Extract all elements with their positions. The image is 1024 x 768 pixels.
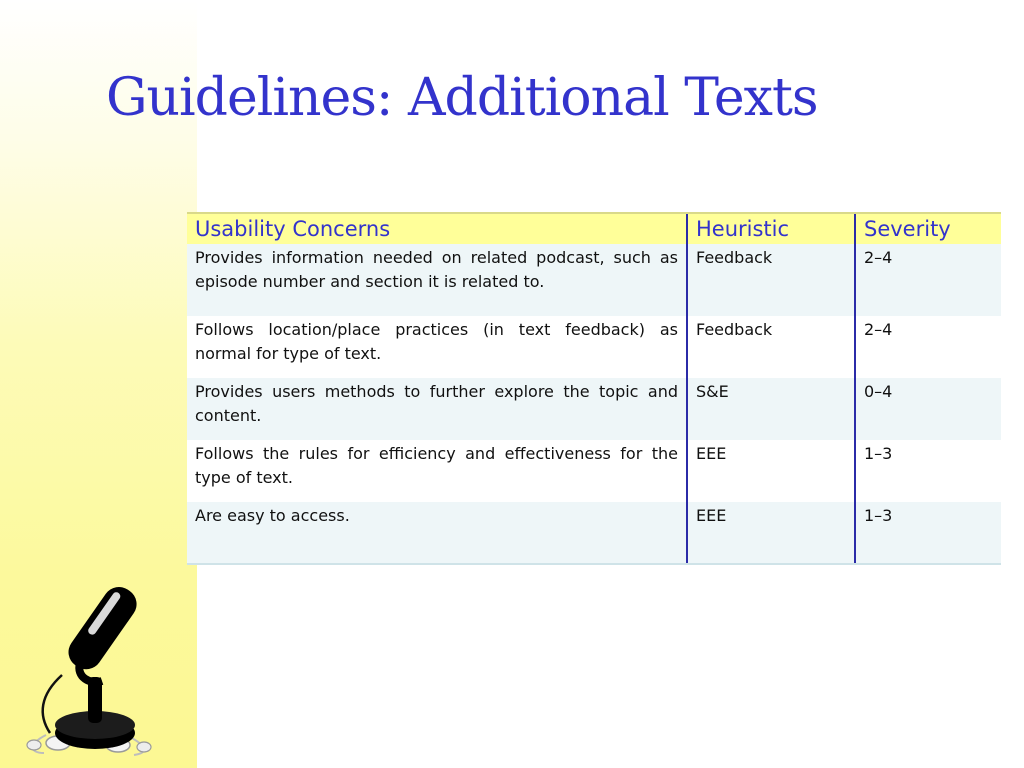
header-severity: Severity [855,213,1001,244]
concern-cell: Are easy to access. [187,502,687,564]
heuristic-cell: Feedback [687,244,855,316]
heuristic-cell: EEE [687,502,855,564]
header-usability-concerns: Usability Concerns [187,213,687,244]
usability-table [187,212,1001,565]
severity-cell: 2–4 [855,244,1001,316]
table-row [187,502,1001,564]
severity-cell: 0–4 [855,378,1001,440]
severity-cell: 1–3 [855,502,1001,564]
microphone-icon [10,585,170,763]
heuristic-cell: Feedback [687,316,855,378]
heuristic-cell: S&E [687,378,855,440]
table-header-row [187,213,1001,244]
table-row [187,316,1001,378]
header-heuristic: Heuristic [687,213,855,244]
severity-cell: 1–3 [855,440,1001,502]
concern-cell: Provides information needed on related podcast, such as episode number and section it is related to. [195,248,678,291]
concern-cell: Follows location/place practices (in text feedback) as normal for type of text. [195,320,678,363]
table-row [187,378,1001,440]
table-row [187,440,1001,502]
concern-cell: Provides users methods to further explore the topic and content. [195,382,678,425]
severity-cell: 2–4 [855,316,1001,378]
concern-cell: Follows the rules for efficiency and effectiveness for the type of text. [195,444,678,487]
slide-title: Guidelines: Additional Texts [106,68,818,128]
table-row [187,244,1001,316]
heuristic-cell: EEE [687,440,855,502]
